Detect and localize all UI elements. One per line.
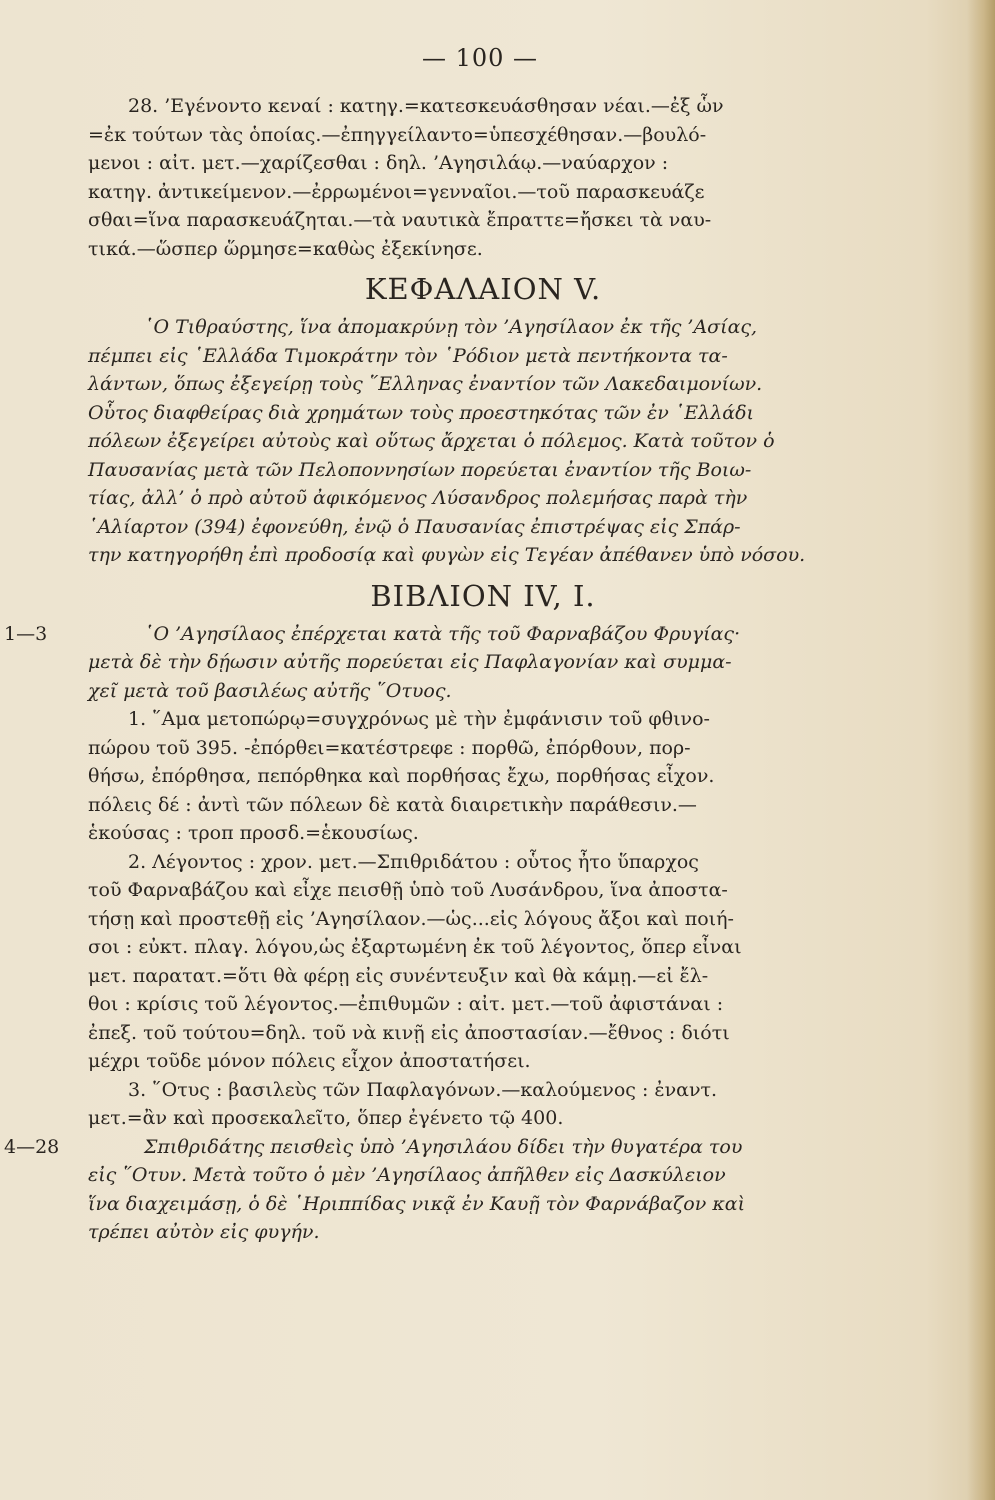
- page-edge-shadow: [967, 0, 995, 1500]
- text-line: εἰς ῞Οτυν. Μετὰ τοῦτο ὁ μὲν ’Αγησίλαος ἀπῆλθεν εἰς Δασκύλειον: [88, 1164, 726, 1186]
- text-line: ῾Αλίαρτον (394) ἐφονεύθη, ἐνῷ ὁ Παυσανίας ἐπιστρέψας εἰς Σπάρ-: [88, 515, 741, 538]
- note-1: [88, 705, 878, 848]
- text-line: πώρου τοῦ 395. -ἐπόρθει=κατέστρεφε : πορθῶ, ἐπόρθουν, πορ-: [88, 736, 691, 759]
- margin-reference: 1—3: [4, 622, 48, 645]
- text-line: θήσω, ἐπόρθησα, πεπόρθηκα καὶ πορθήσας ἔχω, πορθήσας εἶχον.: [88, 765, 715, 787]
- text-line: χεῖ μετὰ τοῦ βασιλέως αὐτῆς ῞Οτυος.: [88, 679, 452, 702]
- text-line: πέμπει εἰς ῾Ελλάδα Τιμοκράτην τὸν ῾Ρόδιον μετὰ πεντήκοντα τα-: [88, 344, 728, 367]
- note-2: [88, 848, 878, 1076]
- chapter-heading: ΚΕΦΑΛΑΙΟΝ V.: [364, 272, 602, 306]
- text-line: μέχρι τοῦδε μόνον πόλεις εἶχον ἀποστατήσει.: [88, 1050, 531, 1072]
- text-line: κατηγ. ἀντικείμενον.—ἐρρωμένοι=γενναῖοι.—τοῦ παρασκευάζε: [88, 180, 705, 203]
- text-line: τήσῃ καὶ προστεθῇ εἰς ’Αγησίλαον.—ὡς...εἰς λόγους ἄξοι καὶ ποιή-: [88, 907, 734, 930]
- note-3: [88, 1076, 878, 1133]
- text-line: πόλεων ἐξεγείρει αὐτοὺς καὶ οὕτως ἄρχεται ὁ πόλεμος. Κατὰ τοῦτον ὁ: [88, 430, 775, 452]
- text-line: θοι : κρίσις τοῦ λέγοντος.—ἐπιθυμῶν : αἰτ. μετ.—τοῦ ἀφιστάναι :: [88, 993, 724, 1015]
- text-line: τρέπει αὐτὸν εἰς φυγήν.: [88, 1221, 320, 1243]
- page-number: — 100 —: [421, 44, 539, 72]
- text-line: τοῦ Φαρναβάζου καὶ εἶχε πεισθῇ ὑπὸ τοῦ Λυσάνδρου, ἵνα ἀποστα-: [88, 879, 728, 901]
- text-line: μετ. παρατατ.=ὅτι θὰ φέρῃ εἰς συνέντευξιν καὶ θὰ κάμῃ.—εἰ ἔλ-: [88, 964, 709, 987]
- text-line: μετὰ δὲ τὴν δῄωσιν αὐτῆς πορεύεται εἰς Παφλαγονίαν καὶ συμμα-: [88, 651, 732, 673]
- book-heading: ΒΙΒΛΙΟΝ IV, I.: [370, 578, 596, 613]
- text-line: σοι : εὐκτ. πλαγ. λόγου,ὡς ἐξαρτωμένη ἐκ τοῦ λέγοντος, ὅπερ εἶναι: [88, 936, 742, 958]
- text-line: =ἐκ τούτων τὰς ὁποίας.—ἐπηγγείλαντο=ὑπεσχέθησαν.—βουλό-: [88, 123, 707, 146]
- margin-reference: 4—28: [4, 1135, 60, 1158]
- text-line: τικά.—ὥσπερ ὥρμησε=καθὼς ἐξεκίνησε.: [88, 237, 483, 260]
- text-line: 3. ῞Οτυς : βασιλεὺς τῶν Παφλαγόνων.—καλούμενος : ἐναντ.: [128, 1078, 718, 1101]
- text-line: τίας, ἀλλ’ ὁ πρὸ αὐτοῦ ἀφικόμενος Λύσανδρος πολεμήσας παρὰ τὴν: [88, 487, 748, 509]
- text-line: 28. ’Εγένοντο κεναί : κατηγ.=κατεσκευάσθησαν νέαι.—ἐξ ὧν: [128, 95, 724, 117]
- text-line: Οὗτος διαφθείρας διὰ χρημάτων τοὺς προεστηκότας τῶν ἐν ῾Ελλάδι: [88, 401, 754, 424]
- text-line: Παυσανίας μετὰ τῶν Πελοποννησίων πορεύεται ἐναντίον τῆς Βοιω-: [88, 458, 752, 481]
- summary-1-3: [4, 620, 878, 706]
- page-content: [4, 92, 878, 1247]
- summary-4-28: [4, 1133, 878, 1247]
- text-line: πόλεις δέ : ἀντὶ τῶν πόλεων δὲ κατὰ διαιρετικὴν παράθεσιν.—: [88, 793, 697, 816]
- text-line: ῾Ο ’Αγησίλαος ἐπέρχεται κατὰ τῆς τοῦ Φαρναβάζου Φρυγίας·: [144, 622, 741, 645]
- text-line: σθαι=ἵνα παρασκευάζηται.—τὰ ναυτικὰ ἔπραττε=ἤσκει τὰ ναυ-: [88, 209, 712, 231]
- text-line: την κατηγορήθη ἐπὶ προδοσίᾳ καὶ φυγὼν εἰς Τεγέαν ἀπέθανεν ὑπὸ νόσου.: [88, 544, 806, 566]
- note-28: [88, 92, 878, 263]
- text-line: Σπιθριδάτης πεισθεὶς ὑπὸ ’Αγησιλάου δίδει τὴν θυγατέρα του: [144, 1135, 743, 1158]
- text-line: μετ.=ἂν καὶ προσεκαλεῖτο, ὅπερ ἐγένετο τῷ 400.: [88, 1107, 564, 1129]
- text-line: 2. Λέγοντος : χρον. μετ.—Σπιθριδάτου : οὗτος ἦτο ὕπαρχος: [128, 850, 699, 873]
- chapter-summary: [88, 313, 878, 570]
- text-line: ἵνα διαχειμάσῃ, ὁ δὲ ῾Ηριππίδας νικᾷ ἐν Καυῇ τὸν Φαρνάβαζον καὶ: [88, 1192, 746, 1215]
- text-line: ἑκούσας : τροπ προσδ.=ἑκουσίως.: [88, 822, 419, 844]
- text-line: λάντων, ὅπως ἐξεγείρῃ τοὺς ῞Ελληνας ἐναντίον τῶν Λακεδαιμονίων.: [88, 373, 763, 395]
- text-line: ἐπεξ. τοῦ τούτου=δηλ. τοῦ νὰ κινῇ εἰς ἀποστασίαν.—ἔθνος : διότι: [88, 1021, 730, 1044]
- text-line: ῾Ο Τιθραύστης, ἵνα ἀπομακρύνῃ τὸν ’Αγησίλαον ἐκ τῆς ’Ασίας,: [144, 316, 758, 338]
- text-line: 1. ῞Αμα μετοπώρῳ=συγχρόνως μὲ τὴν ἐμφάνισιν τοῦ φθινο-: [128, 708, 710, 730]
- text-line: μενοι : αἰτ. μετ.—χαρίζεσθαι : δηλ. ’Αγησιλάῳ.—ναύαρχον :: [88, 152, 669, 174]
